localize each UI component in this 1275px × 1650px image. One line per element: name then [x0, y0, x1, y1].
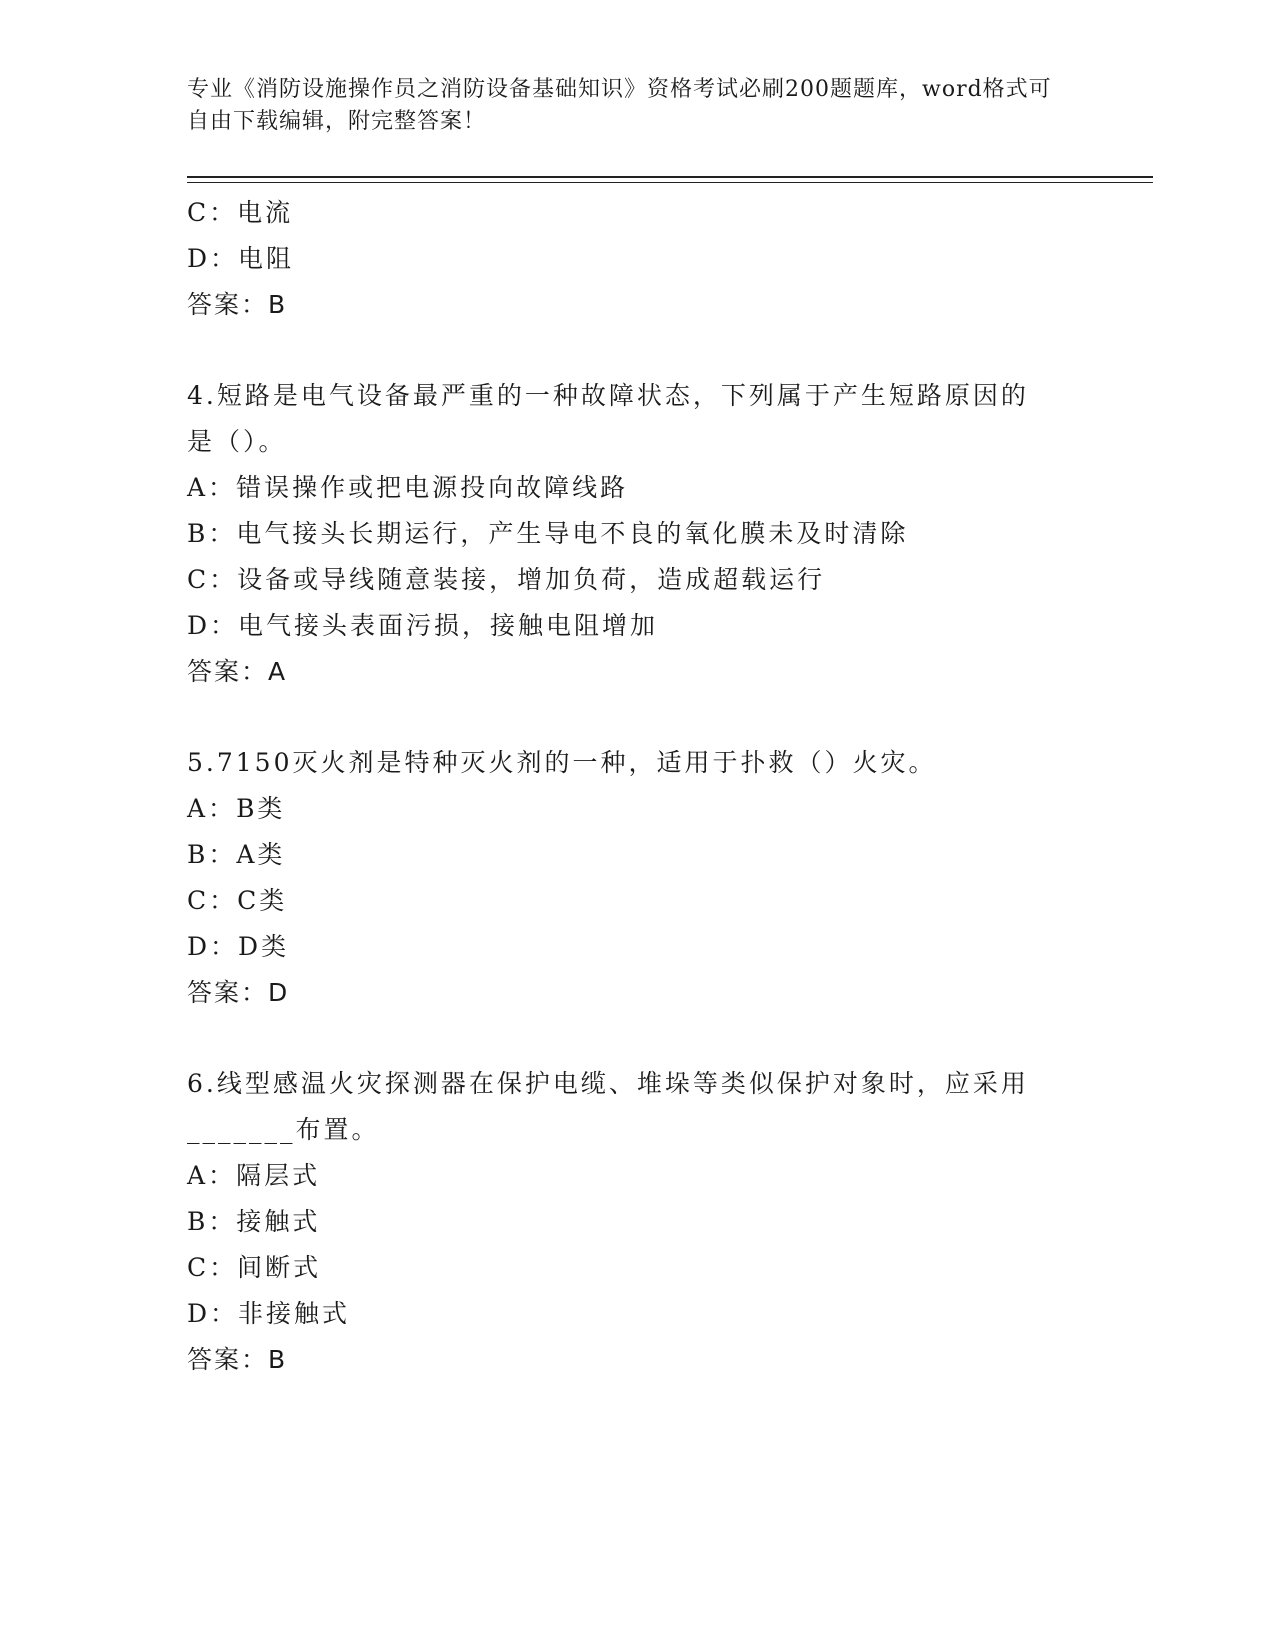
option-a: A：错误操作或把电源投向故障线路 — [187, 473, 629, 502]
option-a: A：B类 — [187, 794, 286, 823]
question-content — [187, 190, 1087, 1383]
option-c: C：电流 — [187, 198, 294, 227]
option-b: B：电气接头长期运行，产生导电不良的氧化膜未及时清除 — [187, 519, 909, 548]
option-d: D：电气接头表面污损，接触电阻增加 — [187, 611, 659, 640]
answer-line: 答案：A — [187, 657, 288, 686]
answer-line: 答案：D — [187, 978, 290, 1007]
question-stem: 4.短路是电气设备最严重的一种故障状态，下列属于产生短路原因的 — [187, 381, 1029, 410]
option-c: C：设备或导线随意装接，增加负荷，造成超载运行 — [187, 565, 826, 594]
header-rule-thick — [187, 176, 1153, 178]
question-5 — [187, 740, 1087, 1016]
option-c: C：C类 — [187, 886, 288, 915]
answer-line: 答案：B — [187, 290, 288, 319]
option-a: A：隔层式 — [187, 1161, 321, 1190]
question-6 — [187, 1061, 1087, 1383]
option-d: D：非接触式 — [187, 1299, 351, 1328]
header-title: 专业《消防设施操作员之消防设备基础知识》资格考试必刷200题题库，word格式可自由下载编辑，附完整答案！ — [187, 77, 1052, 134]
option-d: D：电阻 — [187, 244, 295, 273]
document-header — [187, 74, 1067, 138]
header-rule-thin — [187, 182, 1153, 183]
question-stem: 5.7150灭火剂是特种灭火剂的一种，适用于扑救（）火灾。 — [187, 748, 937, 777]
question-4 — [187, 373, 1087, 695]
option-b: B：接触式 — [187, 1207, 321, 1236]
option-d: D：D类 — [187, 932, 290, 961]
question-stem: 6.线型感温火灾探测器在保护电缆、堆垛等类似保护对象时，应采用 — [187, 1069, 1029, 1098]
question-stem-continued: 是（）。 — [187, 427, 287, 456]
option-c: C：间断式 — [187, 1253, 322, 1282]
partial-question — [187, 190, 1087, 328]
answer-line: 答案：B — [187, 1345, 288, 1374]
option-b: B：A类 — [187, 840, 286, 869]
question-stem-continued: _______布置。 — [187, 1115, 380, 1144]
